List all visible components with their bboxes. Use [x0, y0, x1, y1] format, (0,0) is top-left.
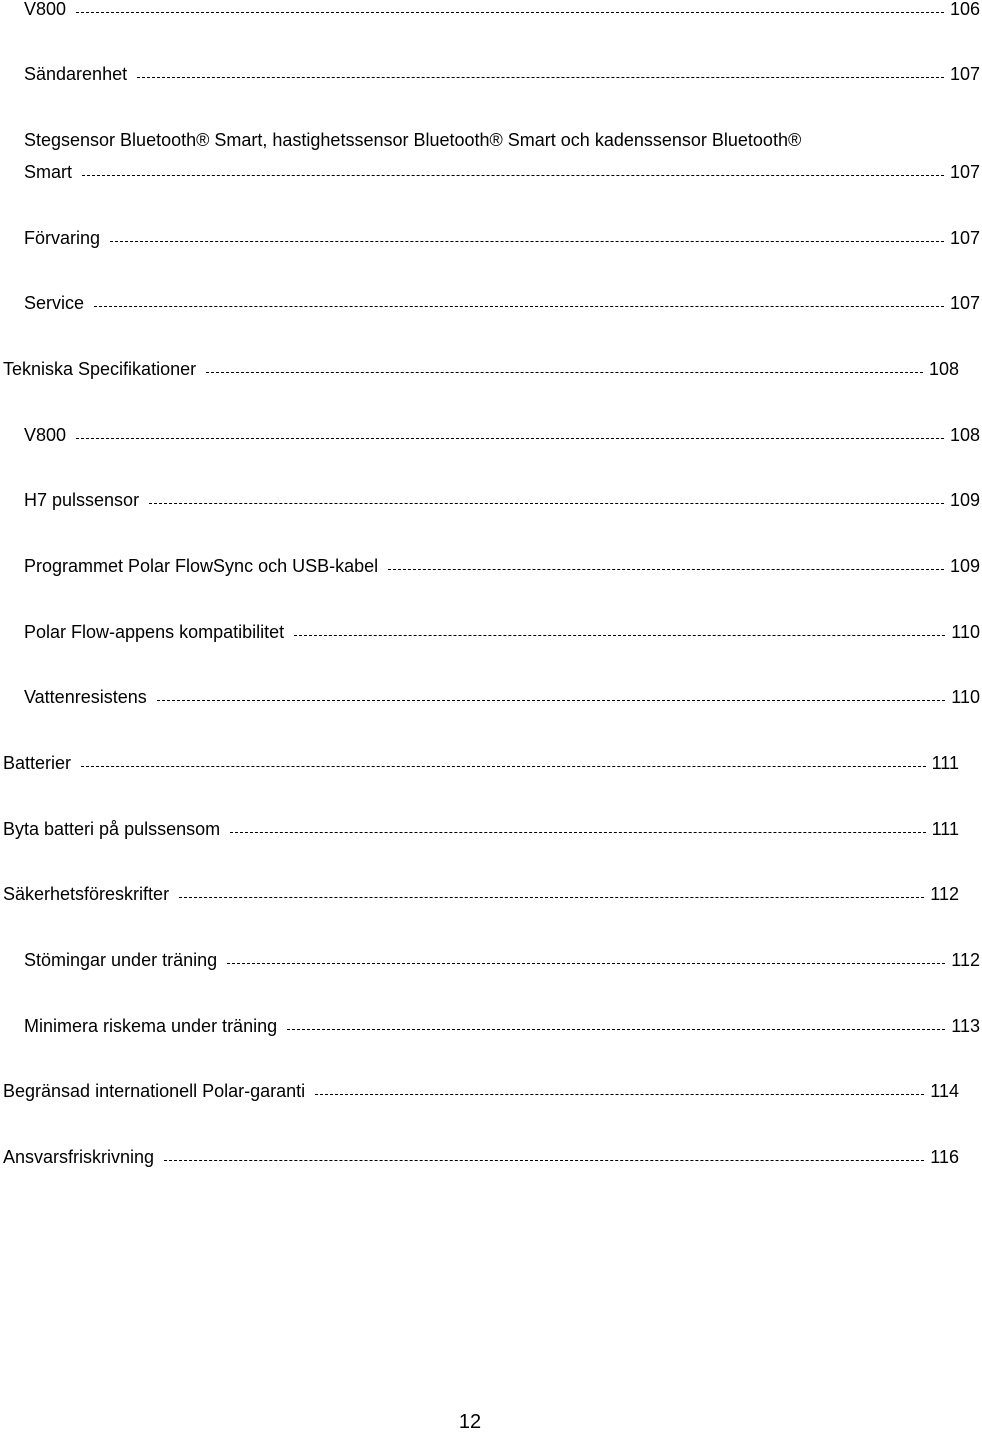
- toc-entry[interactable]: [0, 550, 982, 582]
- dotted-leader: [164, 1160, 924, 1161]
- toc-entry-label-line1: Stegsensor Bluetooth® Smart, hastighetssensor Bluetooth® Smart och kadenssensor Bluetooth®: [24, 130, 802, 150]
- toc-entry-label: Begränsad internationell Polar-garanti: [3, 1081, 306, 1101]
- dotted-leader: [230, 832, 926, 833]
- toc-entry-page: 113: [951, 1016, 980, 1036]
- toc-entry-page: 109: [949, 490, 980, 510]
- toc-entry-label: Programmet Polar FlowSync och USB-kabel: [24, 556, 379, 576]
- dotted-leader: [388, 569, 944, 570]
- dotted-leader: [81, 766, 926, 767]
- toc-entry-label: Stömingar under träning: [24, 950, 218, 970]
- dotted-leader: [206, 372, 923, 373]
- toc-entry-page: 116: [930, 1147, 959, 1167]
- dotted-leader: [315, 1094, 924, 1095]
- dotted-leader: [137, 77, 944, 78]
- toc-entry-page: 114: [930, 1081, 959, 1101]
- dotted-leader: [227, 963, 945, 964]
- toc-entry-page: 106: [949, 0, 980, 19]
- dotted-leader: [287, 1029, 945, 1030]
- toc-entry-label: Service: [24, 293, 85, 313]
- toc-entry-page: 107: [949, 162, 980, 182]
- toc-entry-page: 112: [930, 884, 959, 904]
- toc-entry[interactable]: [0, 419, 982, 451]
- toc-entry-page: 111: [931, 753, 959, 773]
- toc-entry-label: Smart: [24, 162, 73, 182]
- dotted-leader: [157, 700, 946, 701]
- toc-entry-label: V800: [24, 425, 67, 445]
- toc-entry[interactable]: [0, 1075, 961, 1107]
- dotted-leader: [110, 241, 944, 242]
- toc-entry-page: 107: [949, 293, 980, 313]
- toc-entry-label: Sändarenhet: [24, 64, 128, 84]
- dotted-leader: [294, 635, 945, 636]
- toc-entry-label: Säkerhetsföreskrifter: [3, 884, 170, 904]
- toc-entry-page: 107: [949, 64, 980, 84]
- toc-entry[interactable]: [0, 878, 961, 910]
- toc-entry[interactable]: [0, 484, 982, 516]
- dotted-leader: [179, 897, 924, 898]
- toc-entry-label: Batterier: [3, 753, 72, 773]
- toc-entry-page: 112: [951, 950, 980, 970]
- toc-entry[interactable]: [0, 813, 961, 845]
- dotted-leader: [82, 175, 944, 176]
- toc-entry-label: Förvaring: [24, 228, 101, 248]
- toc-entry[interactable]: [0, 222, 982, 254]
- dotted-leader: [76, 12, 944, 13]
- toc-entry-page: 108: [949, 425, 980, 445]
- dotted-leader: [149, 503, 944, 504]
- toc-entry-page: 107: [949, 228, 980, 248]
- toc-entry-page: 109: [949, 556, 980, 576]
- toc-entry-label: Tekniska Specifikationer: [3, 359, 197, 379]
- toc-entry-page: 110: [951, 622, 980, 642]
- toc-entry-page: 111: [931, 819, 959, 839]
- toc-entry-page: 108: [928, 359, 959, 379]
- toc-entry[interactable]: [0, 287, 982, 319]
- toc-entry[interactable]: [0, 353, 961, 385]
- toc-entry[interactable]: [0, 1010, 982, 1042]
- toc-entry[interactable]: [0, 944, 982, 976]
- toc-entry-page: 110: [951, 687, 980, 707]
- toc-entry-label: Minimera riskema under träning: [24, 1016, 278, 1036]
- dotted-leader: [76, 438, 944, 439]
- toc-entry-label: H7 pulssensor: [24, 490, 140, 510]
- toc-entry[interactable]: [0, 747, 961, 779]
- toc-entry[interactable]: [0, 124, 982, 188]
- toc-entry-label: V800: [24, 0, 67, 19]
- toc-entry-label: Ansvarsfriskrivning: [3, 1147, 155, 1167]
- toc-entry[interactable]: [0, 0, 982, 25]
- toc-entry[interactable]: [0, 681, 982, 713]
- toc-entry[interactable]: [0, 616, 982, 648]
- page-number: 12: [458, 1411, 482, 1433]
- toc-entry-label: Polar Flow-appens kompatibilitet: [24, 622, 285, 642]
- toc-entry[interactable]: [0, 1141, 961, 1173]
- toc-entry-label: Vattenresistens: [24, 687, 147, 707]
- toc-entry-label: Byta batteri på pulssensom: [3, 819, 221, 839]
- toc-entry[interactable]: [0, 58, 982, 90]
- dotted-leader: [94, 306, 944, 307]
